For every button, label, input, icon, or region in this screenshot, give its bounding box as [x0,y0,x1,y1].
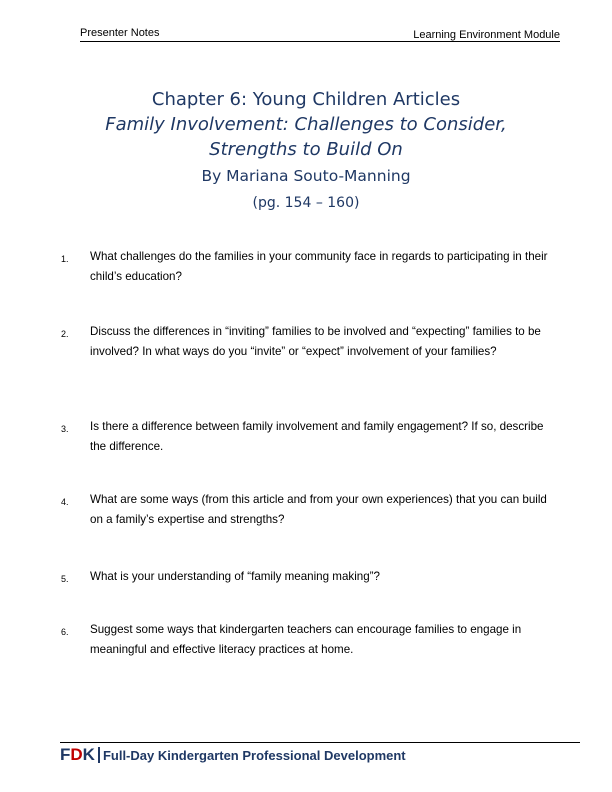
title-block [0,88,612,214]
header-rule [80,41,560,42]
article-author: By Mariana Souto-Manning [201,167,411,185]
question-number: 2. [61,329,69,339]
article-title-line1: Family Involvement: Challenges to Consider, [105,114,507,135]
fdk-logo [60,745,406,765]
logo-letter-d: D [70,745,83,764]
page-header-right: Learning Environment Module [413,29,560,41]
question-text: Is there a difference between family involvement and family engagement? If so, describe the difference. [90,420,544,453]
page-range: (pg. 154 – 160) [252,195,360,211]
question-text: Suggest some ways that kindergarten teachers can encourage families to engage in meaningful and effective literacy practices at home. [90,623,522,656]
question-number: 4. [61,497,69,507]
page-header-left: Presenter Notes [80,27,160,39]
question-number: 6. [61,627,69,637]
footer-program-name: Full-Day Kindergarten Professional Development [102,747,406,763]
question-text: Discuss the differences in “inviting” families to be involved and “expecting” families to be involved? In what ways do you “invite” or “expect” involvement of your families? [90,325,541,358]
footer-rule [60,742,580,743]
logo-letter-f: F [60,745,71,764]
logo-letter-k: K [82,745,95,764]
article-title-line2: Strengths to Build On [209,139,403,160]
question-number: 1. [61,254,69,264]
chapter-title: Chapter 6: Young Children Articles [151,89,461,110]
question-text: What is your understanding of “family meaning making”? [90,570,380,583]
question-text: What challenges do the families in your community face in regards to participating in their child’s education? [90,250,548,283]
logo-separator [98,747,100,763]
question-number: 5. [61,574,69,584]
question-text: What are some ways (from this article and from your own experiences) that you can build on a family’s expertise and strengths? [90,493,547,526]
question-number: 3. [61,424,69,434]
